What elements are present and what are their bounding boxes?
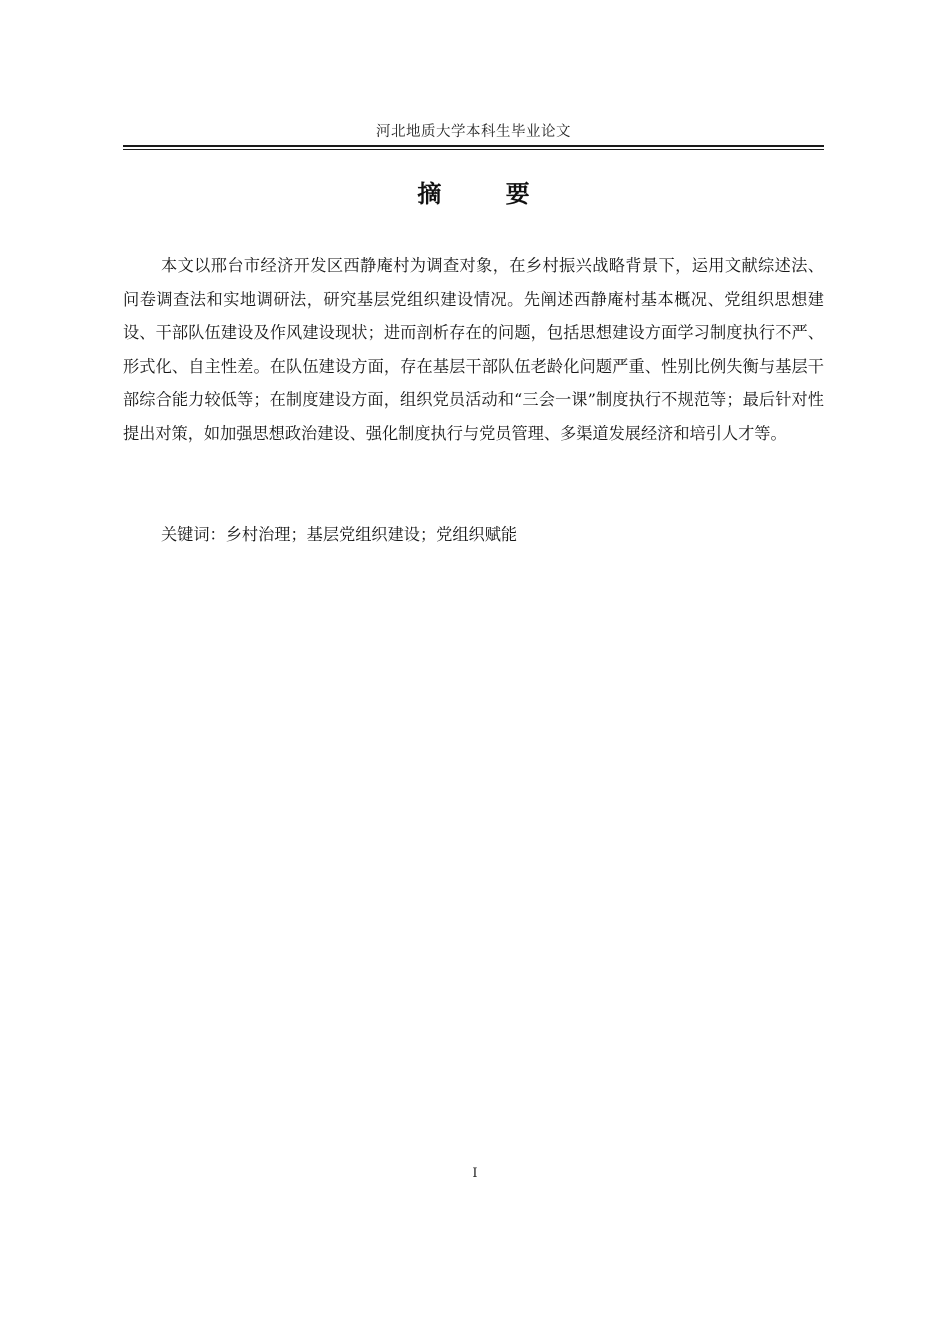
page-number: I [472, 1166, 478, 1181]
abstract-title: 摘 要 [417, 180, 558, 208]
keywords-line: 关键词：乡村治理；基层党组织建设；党组织赋能 [161, 525, 518, 544]
running-header: 河北地质大学本科生毕业论文 [376, 124, 571, 140]
header-rule-thick [123, 145, 824, 147]
header-rule-thin [123, 149, 824, 150]
abstract-paragraph: 本文以邢台市经济开发区西静庵村为调查对象，在乡村振兴战略背景下，运用文献综述法、问卷调查法和实地调研法，研究基层党组织建设情况。先阐述西静庵村基本概况、党组织思想建设、干部队伍建设及作风建设现状；进而剖析存在的问题，包括思想建设方面学习制度执行不严、形式化、自主性差。在队伍建设方面，存在基层干部队伍老龄化问题严重、性别比例失衡与基层干部综合能力较低等；在制度建设方面，组织党员活动和“三会一课”制度执行不规范等；最后针对性提出对策，如加强思想政治建设、强化制度执行与党员管理、多渠道发展经济和培引人才等。 [123, 256, 824, 443]
